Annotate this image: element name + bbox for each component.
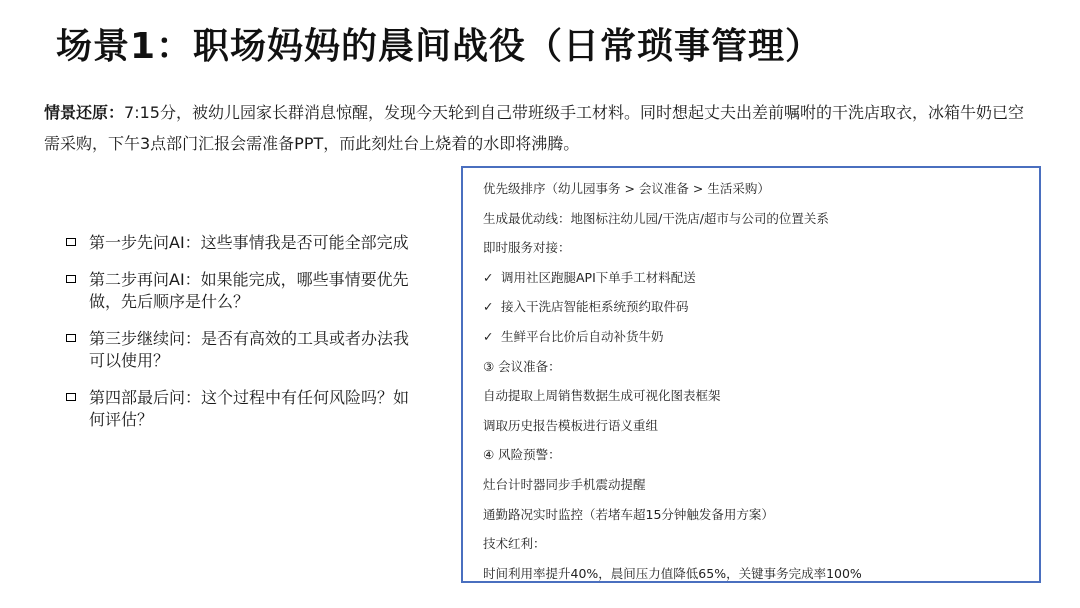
step-text: 第一步先问AI：这些事情我是否可能全部完成 [89,233,409,252]
square-bullet-icon [66,238,76,246]
step-item [66,387,416,431]
panel-row [483,500,1039,530]
checkmark-icon: ✓ [483,299,494,315]
square-bullet-icon [66,393,76,401]
step-item [66,269,416,313]
panel-row [483,440,1039,470]
step-text: 第二步再问AI：如果能完成，哪些事情要优先做，先后顺序是什么？ [89,270,409,311]
square-bullet-icon [66,334,76,342]
checkmark-icon: ✓ [483,328,494,344]
panel-row [483,322,1039,352]
step-text: 第四部最后问：这个过程中有任何风险吗？如何评估？ [89,388,410,429]
row-text: 通勤路况实时监控（若堵车超15分钟触发备用方案） [483,506,774,522]
row-text: 自动提取上周销售数据生成可视化图表框架 [483,388,721,404]
row-text: ④ 风险预警： [483,447,561,463]
panel-row [483,233,1039,263]
ai-question-steps [66,232,416,446]
step-item [66,328,416,372]
row-text: ③ 会议准备： [483,358,561,374]
scenario-intro [44,97,1024,159]
row-text: 生鲜平台比价后自动补货牛奶 [501,328,664,344]
step-text: 第三步继续问：是否有高效的工具或者办法我可以使用？ [89,329,410,370]
panel-row [483,559,1039,583]
panel-row [483,263,1039,293]
checkmark-icon: ✓ [483,269,494,285]
slide-title: 场景1：职场妈妈的晨间战役（日常琐事管理） [56,26,823,67]
step-item [66,232,416,254]
panel-row [483,381,1039,411]
square-bullet-icon [66,275,76,283]
row-text: 生成最优动线：地图标注幼儿园/干洗店/超市与公司的位置关系 [483,210,829,226]
row-text: 技术红利： [483,536,546,552]
intro-text: 7:15分，被幼儿园家长群消息惊醒，发现今天轮到自己带班级手工材料。同时想起丈夫出差前嘱咐的干洗店取衣，冰箱牛奶已空需采购，下午3点部门汇报会需准备PPT，而此刻灶台上烧着的水即将沸腾。 [44,103,1024,153]
panel-row [483,292,1039,322]
panel-row [483,411,1039,441]
row-text: 调用社区跑腿API下单手工材料配送 [501,269,696,285]
panel-row [483,204,1039,234]
solution-panel [461,166,1041,583]
row-text: 优先级排序（幼儿园事务 > 会议准备 > 生活采购） [483,181,770,196]
panel-row [483,352,1039,382]
row-text: 灶台计时器同步手机震动提醒 [483,476,646,492]
row-text: 调取历史报告模板进行语义重组 [483,417,659,433]
panel-row [483,529,1039,559]
row-text: 时间利用率提升40%，晨间压力值降低65%，关键事务完成率100% [483,565,862,581]
intro-label: 情景还原： [44,103,125,122]
panel-row [483,470,1039,500]
row-text: 即时服务对接： [483,240,571,256]
panel-row [483,174,1039,204]
row-text: 接入干洗店智能柜系统预约取件码 [501,299,689,315]
